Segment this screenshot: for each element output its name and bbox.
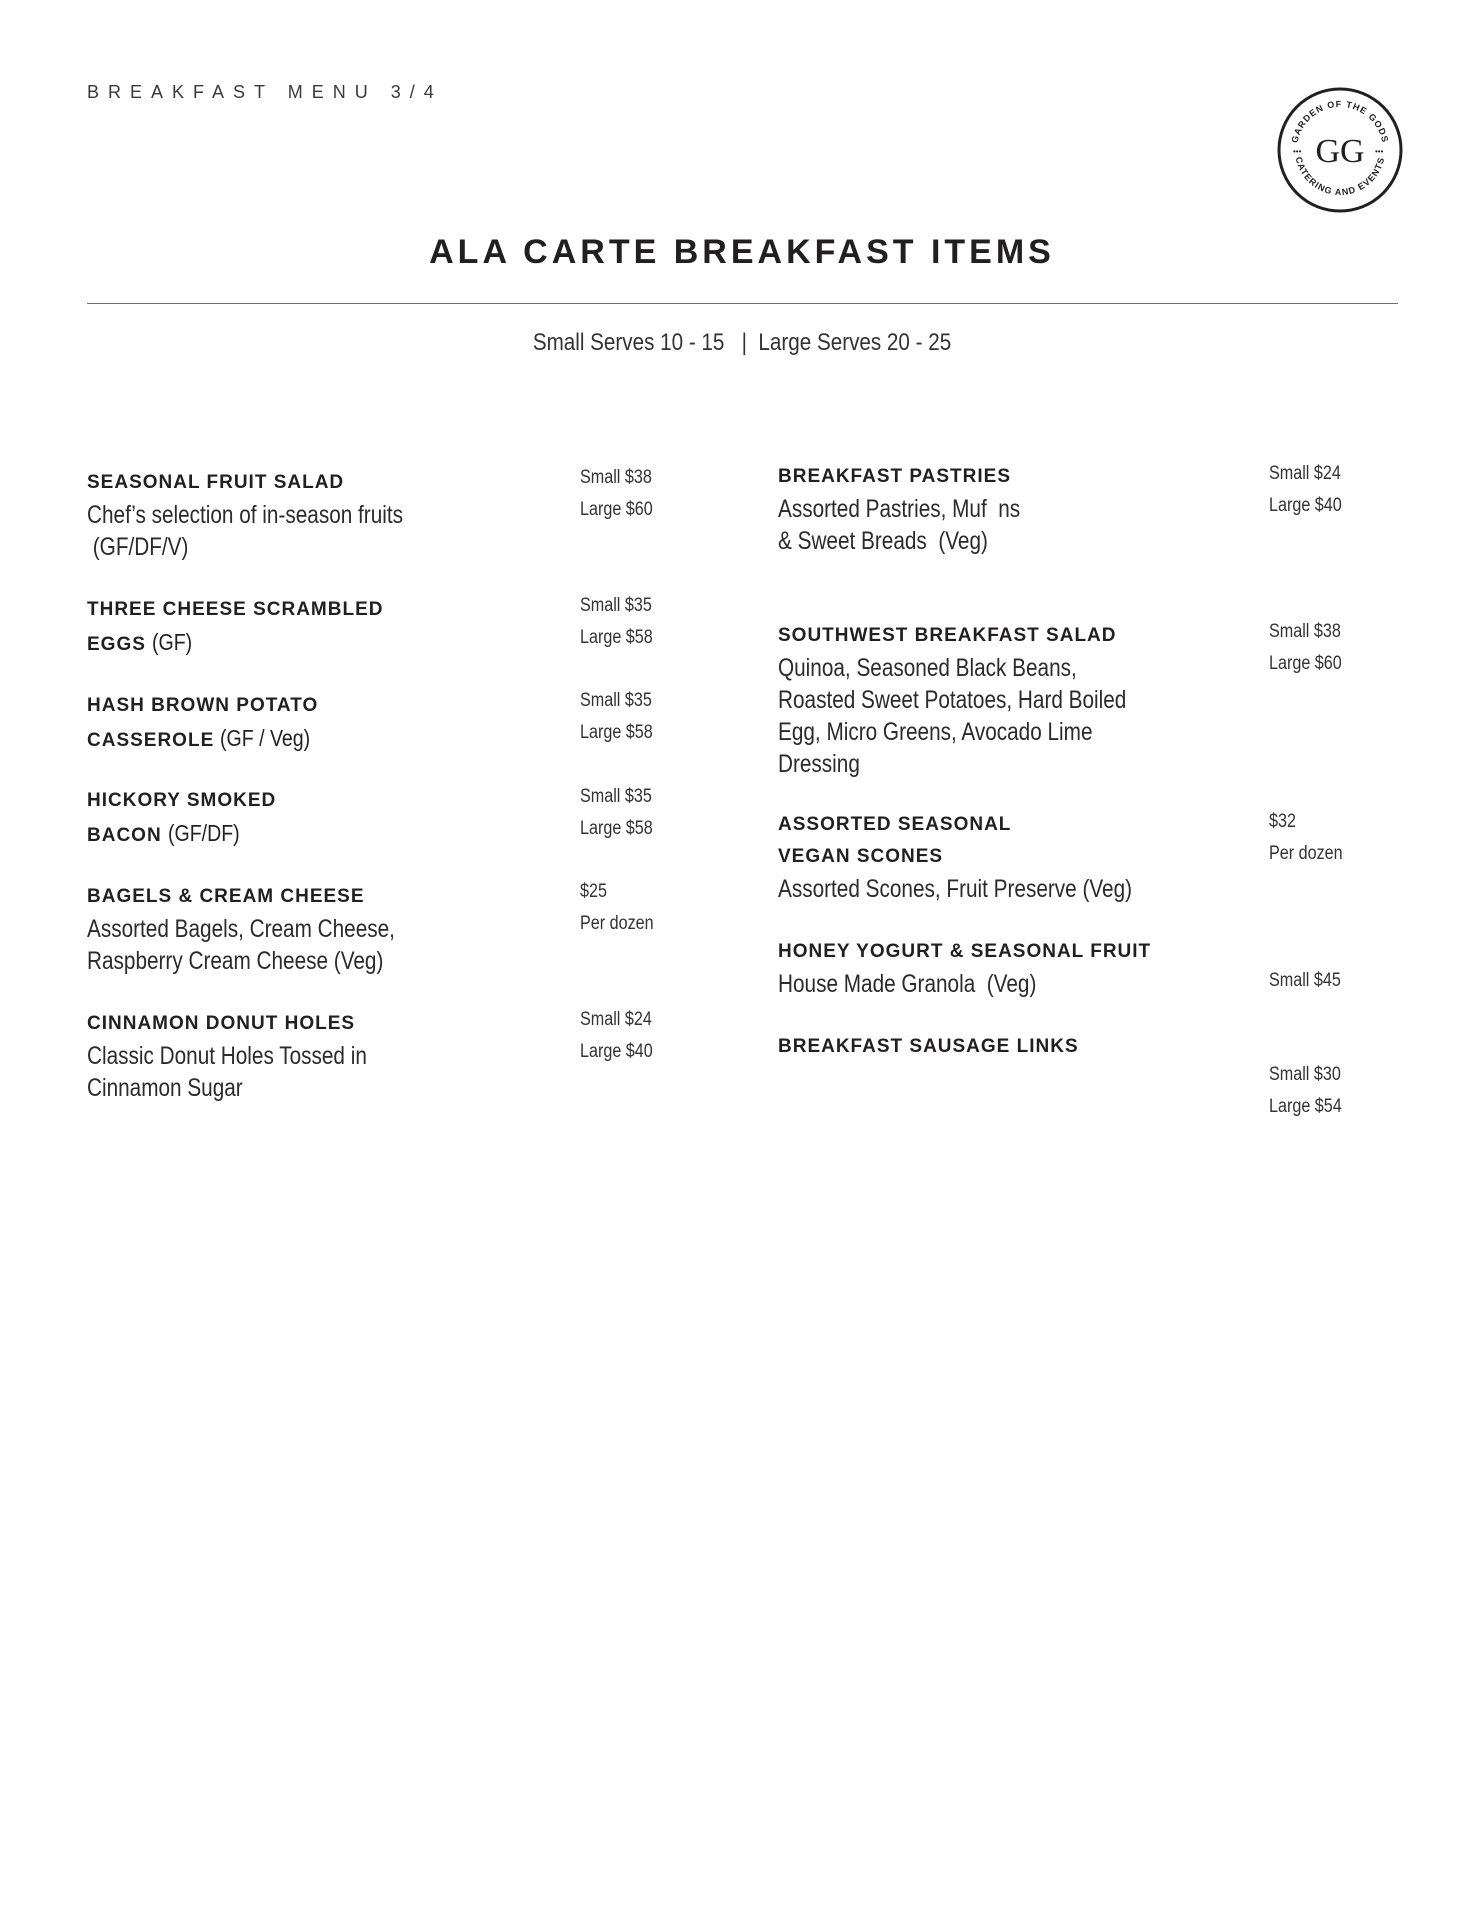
menu-item-seasonal-fruit-salad xyxy=(87,467,468,563)
item-price: Small $24 xyxy=(580,1009,652,1030)
item-dietary-tag: (GF) xyxy=(151,629,193,655)
menu-item-breakfast-sausage-links xyxy=(778,1031,1079,1063)
item-description: Dressing xyxy=(778,750,860,778)
logo-ring-top-text: GARDEN OF THE GODS xyxy=(1289,98,1391,144)
logo-monogram: GG xyxy=(1315,133,1365,170)
menu-item-hickory-smoked-bacon xyxy=(87,785,276,852)
item-description: Quinoa, Seasoned Black Beans, xyxy=(778,654,1077,682)
item-name: HONEY YOGURT & SEASONAL FRUIT xyxy=(778,941,1152,962)
item-name: BAGELS & CREAM CHEESE xyxy=(87,886,365,907)
item-name: SOUTHWEST BREAKFAST SALAD xyxy=(778,625,1117,646)
item-price-unit: Per dozen xyxy=(580,913,654,934)
item-price: Small $38 xyxy=(580,467,652,488)
page-title: ALA CARTE BREAKFAST ITEMS xyxy=(429,233,1055,271)
menu-item-assorted-seasonal-vegan-scones xyxy=(778,809,1205,905)
page-label: BREAKFAST MENU 3/4 xyxy=(87,82,443,102)
menu-item-honey-yogurt-seasonal-fruit xyxy=(778,936,1151,1000)
menu-item-three-cheese-scrambled-eggs xyxy=(87,594,383,661)
item-description: Chef’s selection of in-season fruits xyxy=(87,501,404,529)
serving-sizes: Small Serves 10 - 15 | Large Serves 20 - 25 xyxy=(532,329,952,356)
item-description: Cinnamon Sugar xyxy=(87,1074,243,1102)
item-price: $32 xyxy=(1269,811,1296,832)
item-name: VEGAN SCONES xyxy=(778,846,944,867)
item-price: Large $58 xyxy=(580,818,653,839)
item-name: EGGS xyxy=(87,634,146,655)
menu-item-hash-brown-potato-casserole xyxy=(87,690,326,757)
item-price: Large $40 xyxy=(580,1041,653,1062)
item-name: BREAKFAST SAUSAGE LINKS xyxy=(778,1036,1079,1057)
menu-item-bagels-cream-cheese xyxy=(87,881,458,977)
item-description: Classic Donut Holes Tossed in xyxy=(87,1042,367,1070)
logo-dots-right: ••• xyxy=(1375,147,1384,156)
item-description: House Made Granola (Veg) xyxy=(778,970,1037,998)
logo-ring-bottom-text: CATERING AND EVENTS xyxy=(1293,155,1387,198)
item-description: Egg, Micro Greens, Avocado Lime xyxy=(778,718,1093,746)
item-price: Small $35 xyxy=(580,595,652,616)
item-price: $25 xyxy=(580,881,607,902)
item-price: Large $54 xyxy=(1269,1096,1342,1117)
title-divider xyxy=(87,303,1398,304)
item-name: CASSEROLE xyxy=(87,730,215,751)
item-name: HICKORY SMOKED xyxy=(87,790,277,811)
item-description: Roasted Sweet Potatoes, Hard Boiled xyxy=(778,686,1127,714)
item-price: Small $35 xyxy=(580,786,652,807)
menu-item-breakfast-pastries xyxy=(778,461,1070,557)
item-price: Small $38 xyxy=(1269,621,1341,642)
item-price: Small $45 xyxy=(1269,970,1341,991)
logo-dots-left: ••• xyxy=(1293,147,1302,156)
item-dietary-tag: (GF/DF) xyxy=(167,820,240,846)
item-name: ASSORTED SEASONAL xyxy=(778,814,1012,835)
item-price: Large $58 xyxy=(580,627,653,648)
item-description: & Sweet Breads (Veg) xyxy=(778,527,988,555)
item-name: CINNAMON DONUT HOLES xyxy=(87,1013,356,1034)
item-price: Large $60 xyxy=(580,499,653,520)
garden-of-the-gods-logo xyxy=(1275,85,1405,215)
item-price: Small $35 xyxy=(580,690,652,711)
item-description: (GF/DF/V) xyxy=(87,533,189,561)
item-price: Large $40 xyxy=(1269,495,1342,516)
item-name: BREAKFAST PASTRIES xyxy=(778,466,1012,487)
item-name: HASH BROWN POTATO xyxy=(87,695,319,716)
item-name: SEASONAL FRUIT SALAD xyxy=(87,472,345,493)
menu-item-southwest-breakfast-salad xyxy=(778,620,1198,780)
item-dietary-tag: (GF / Veg) xyxy=(220,725,311,751)
menu-item-cinnamon-donut-holes xyxy=(87,1008,424,1104)
item-name: THREE CHEESE SCRAMBLED xyxy=(87,599,384,620)
item-price: Large $60 xyxy=(1269,653,1342,674)
item-price: Large $58 xyxy=(580,722,653,743)
item-price-unit: Per dozen xyxy=(1269,843,1343,864)
item-description: Raspberry Cream Cheese (Veg) xyxy=(87,947,384,975)
item-name: BACON xyxy=(87,825,162,846)
item-price: Small $30 xyxy=(1269,1064,1341,1085)
item-description: Assorted Scones, Fruit Preserve (Veg) xyxy=(778,875,1133,903)
item-description: Assorted Pastries, Muf ns xyxy=(778,495,1021,523)
item-description: Assorted Bagels, Cream Cheese, xyxy=(87,915,395,943)
item-price: Small $24 xyxy=(1269,463,1341,484)
